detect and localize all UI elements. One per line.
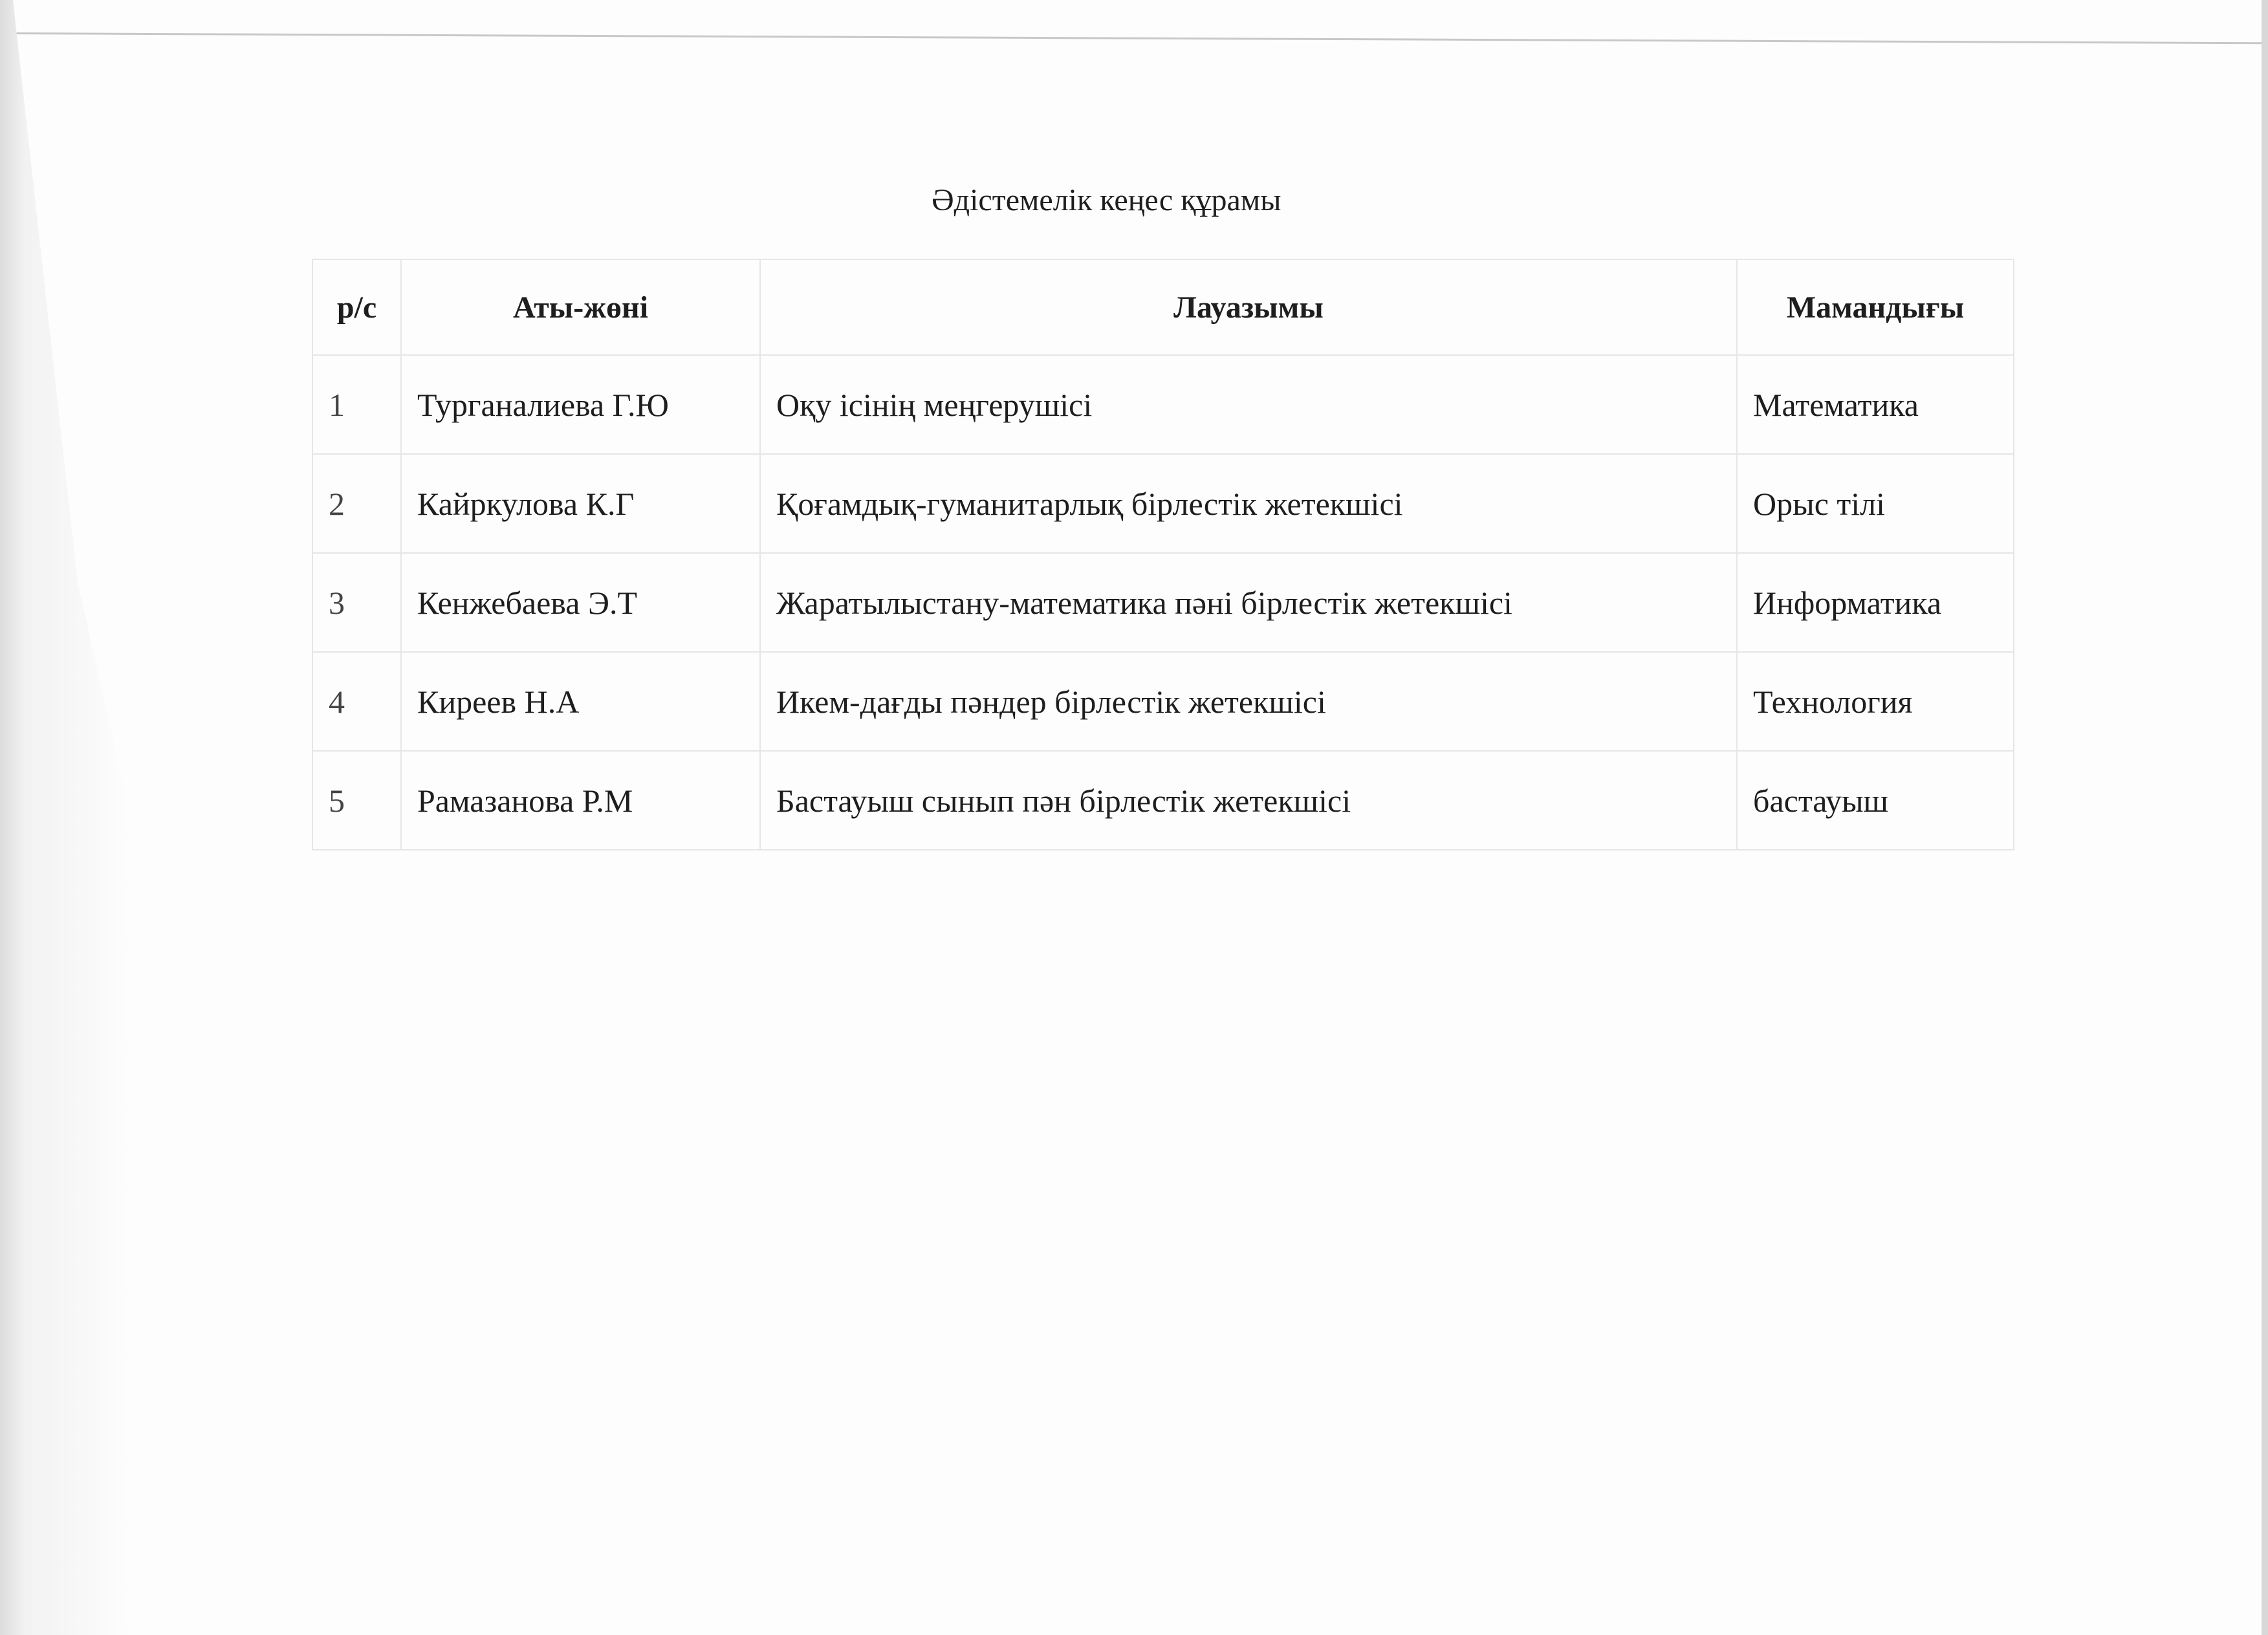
row-specialty: Орыс тілі (1737, 454, 2014, 553)
council-members-table (312, 259, 2014, 850)
document-title: Әдістемелік кеңес құрамы (932, 183, 1281, 217)
row-specialty: бастауыш (1737, 751, 2014, 850)
row-position: Бастауыш сынып пән бірлестік жетекшісі (760, 751, 1737, 850)
row-position: Жаратылыстану-математика пәні бірлестік жетекшісі (760, 553, 1737, 652)
header-position: Лауазымы (760, 259, 1737, 355)
row-full-name: Рамазанова Р.М (401, 751, 760, 850)
row-specialty: Математика (1737, 355, 2014, 454)
header-specialty: Мамандығы (1737, 259, 2014, 355)
table-row (312, 355, 2014, 454)
table-row (312, 652, 2014, 751)
row-specialty: Информатика (1737, 553, 2014, 652)
row-position: Қоғамдық-гуманитарлық бірлестік жетекшісі (760, 454, 1737, 553)
header-number: р/с (312, 259, 401, 355)
row-position: Оқу ісінің меңгерушісі (760, 355, 1737, 454)
scan-left-shadow (0, 0, 233, 1635)
table-row (312, 454, 2014, 553)
row-full-name: Кайркулова К.Г (401, 454, 760, 553)
row-specialty: Технология (1737, 652, 2014, 751)
row-number: 4 (312, 652, 401, 751)
row-full-name: Турганалиева Г.Ю (401, 355, 760, 454)
row-number: 1 (312, 355, 401, 454)
table-row (312, 751, 2014, 850)
row-position: Икем-дағды пәндер бірлестік жетекшісі (760, 652, 1737, 751)
row-number: 5 (312, 751, 401, 850)
row-full-name: Киреев Н.А (401, 652, 760, 751)
scan-top-edge (0, 0, 2268, 44)
table-header-row (312, 259, 2014, 355)
row-number: 2 (312, 454, 401, 553)
scan-right-edge (2262, 0, 2268, 1635)
header-full-name: Аты-жөні (401, 259, 760, 355)
row-full-name: Кенжебаева Э.Т (401, 553, 760, 652)
table-row (312, 553, 2014, 652)
row-number: 3 (312, 553, 401, 652)
